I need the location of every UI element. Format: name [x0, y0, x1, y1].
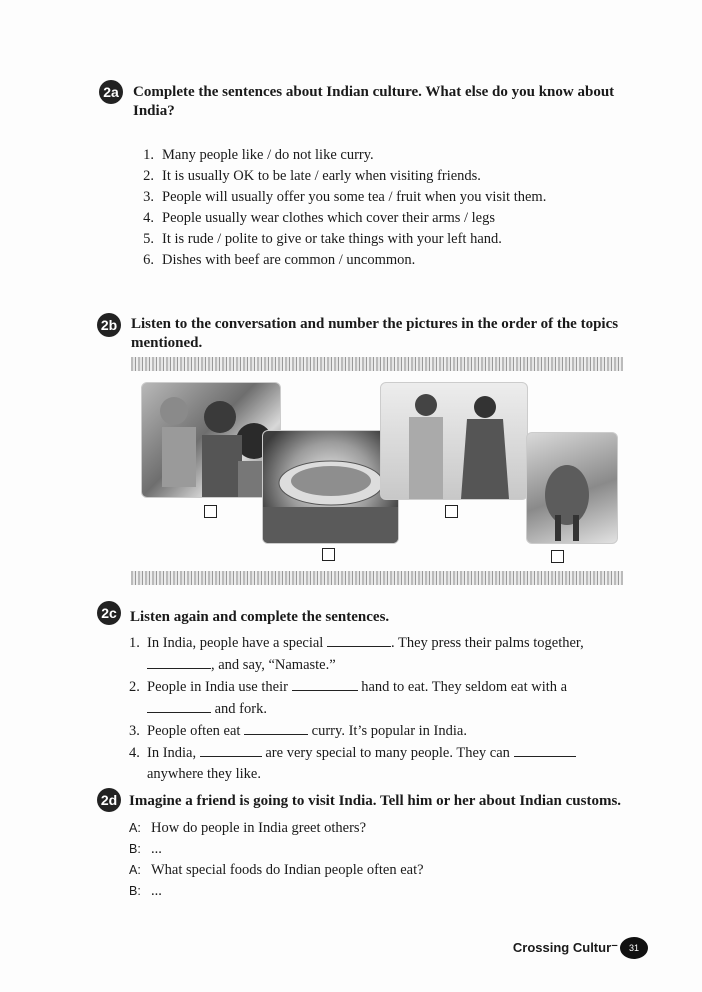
dialogue-line: A: How do people in India greet others? [129, 820, 367, 836]
sentence-4-cont: anywhere they like. [147, 766, 261, 782]
namaste-people-icon [381, 383, 527, 499]
answer-blank[interactable] [292, 676, 358, 691]
section-2a-list [132, 145, 546, 271]
section-2d-heading: Imagine a friend is going to visit India. Tell him or her about Indian customs. [129, 793, 622, 809]
sentence-2: 2. People in India use their hand to eat. They seldom eat with a [129, 676, 584, 698]
answer-blank[interactable] [200, 742, 262, 757]
family-illustration-icon [142, 383, 280, 497]
section-2b-badge: 2b [97, 313, 121, 337]
list-item: 4. People usually wear clothes which cover their arms / legs [143, 210, 495, 226]
picture-namaste-greeting [380, 382, 528, 500]
picture-number-box[interactable] [322, 548, 335, 561]
dialogue-line: B: ... [129, 841, 162, 857]
list-item: 1. Many people like / do not like curry. [143, 147, 374, 163]
dialogue-line: A: What special foods do Indian people often eat? [129, 862, 424, 878]
picture-number-box[interactable] [445, 505, 458, 518]
picture-cow [526, 432, 618, 544]
list-item: 5. It is rude / polite to give or take things with your left hand. [143, 231, 502, 247]
answer-blank[interactable] [147, 654, 211, 669]
section-2d-badge: 2d [97, 788, 121, 812]
answer-blank[interactable] [327, 632, 391, 647]
dialogue-line: B: ... [129, 883, 162, 899]
sentence-1-cont: , and say, “Namaste.” [129, 654, 584, 676]
decorative-border-bottom [131, 571, 623, 585]
picture-number-box[interactable] [551, 550, 564, 563]
picture-number-box[interactable] [204, 505, 217, 518]
picture-curry-dish [262, 430, 399, 544]
sentence-2-cont: and fork. [129, 698, 584, 720]
sentence-1: 1. In India, people have a special . They press their palms together, [129, 632, 584, 654]
section-2b-heading: Listen to the conversation and number the pictures in the order of the topics mentioned. [131, 316, 619, 351]
cow-icon [527, 433, 617, 543]
answer-blank[interactable] [514, 742, 576, 757]
picture-family-eating [141, 382, 281, 498]
sentence-3: 3. People often eat curry. It’s popular in India. [129, 720, 584, 742]
answer-blank[interactable] [147, 698, 211, 713]
section-2c-sentences [129, 632, 584, 785]
section-2a-heading: Complete the sentences about Indian culture. What else do you know about India? [133, 84, 615, 119]
answer-blank[interactable] [244, 720, 308, 735]
footer-title: Crossing Cultur⁻ [512, 940, 618, 955]
list-item: 6. Dishes with beef are common / uncommon. [143, 252, 416, 268]
curry-plate-icon [263, 431, 398, 543]
section-2a-badge: 2a [99, 80, 123, 104]
page-number: 31 [620, 937, 648, 959]
decorative-border-top [131, 357, 623, 371]
section-2c-heading: Listen again and complete the sentences. [130, 609, 390, 625]
list-item: 3. People will usually offer you some tea / fruit when you visit them. [143, 189, 547, 205]
sentence-4: 4. In India, are very special to many people. They can [129, 742, 584, 764]
section-2c-badge: 2c [97, 601, 121, 625]
list-item: 2. It is usually OK to be late / early when visiting friends. [143, 168, 481, 184]
section-2d-dialogue [129, 818, 424, 902]
